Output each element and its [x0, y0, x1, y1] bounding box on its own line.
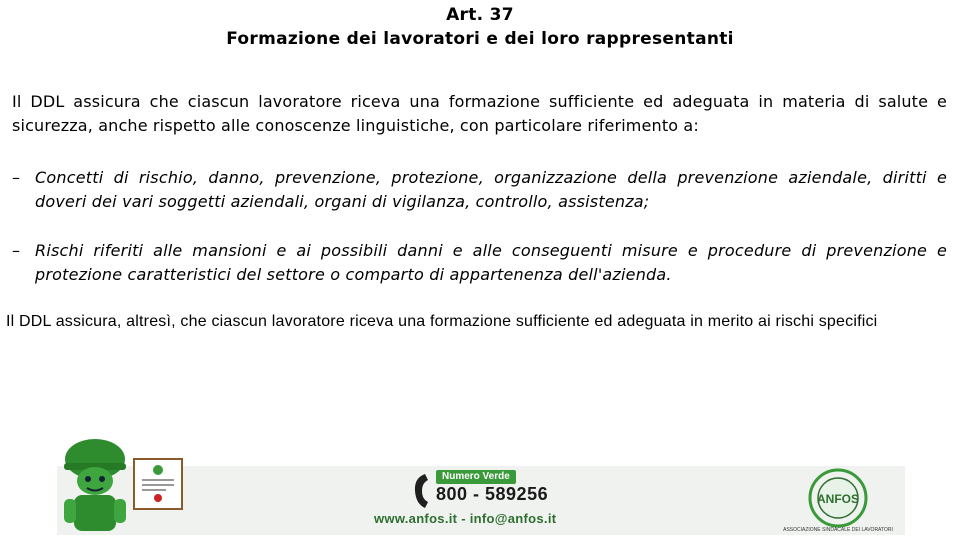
article-title: Formazione dei lavoratori e dei loro rappresentanti: [226, 29, 734, 49]
certificate-icon: [133, 458, 183, 510]
toll-free-label: Numero Verde: [436, 470, 516, 484]
intro-paragraph: Il DDL assicura che ciascun lavoratore riceva una formazione sufficiente ed adeguata in materia di salute e sicurezza, anche rispetto alle conoscenze linguistiche, con particolare riferimento a:: [12, 92, 947, 135]
closing-paragraph: Il DDL assicura, altresì, che ciascun lavoratore riceva una formazione sufficiente ed adeguata in merito ai rischi specifici: [6, 313, 878, 330]
article-number: Art. 37: [446, 5, 514, 25]
bullet-item: [12, 166, 947, 214]
bullet-text: Rischi riferiti alle mansioni e ai possibili danni e alle conseguenti misure e procedure di prevenzione e protezione caratteristici del settore o comparto di appartenenza dell'azienda.: [35, 241, 947, 284]
website-contact[interactable]: www.anfos.it - info@anfos.it: [374, 511, 557, 526]
phone-icon: [412, 472, 430, 510]
logo-text: ANFOS: [817, 492, 859, 506]
bullet-item: [12, 239, 947, 287]
bullet-marker: –: [12, 168, 20, 187]
anfos-logo-icon: [783, 468, 893, 534]
worker-mascot-icon: [60, 437, 130, 537]
toll-free-number[interactable]: 800 - 589256: [436, 484, 549, 504]
bullet-marker: –: [12, 241, 20, 260]
bullet-text: Concetti di rischio, danno, prevenzione, protezione, organizzazione della prevenzione aziendale, diritti e doveri dei vari soggetti aziendali, organi di vigilanza, controllo, assistenza;: [35, 168, 947, 211]
logo-subtext: ASSOCIAZIONE SINDACALE DEI LAVORATORI: [783, 527, 893, 533]
